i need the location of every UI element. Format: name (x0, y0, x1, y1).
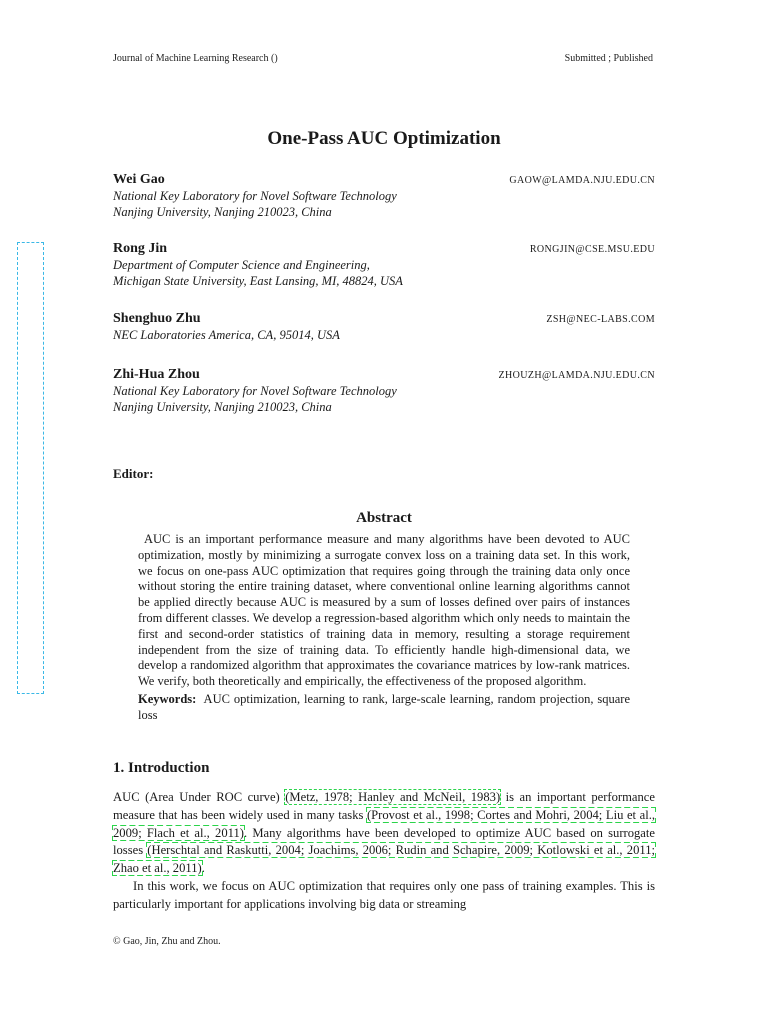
intro-text: is an important performance measure that has been widely used in many tasks (113, 790, 655, 822)
paper-title: One-Pass AUC Optimization (267, 128, 501, 149)
intro-paragraph (113, 789, 655, 878)
author-name: Shenghuo Zhu (113, 311, 201, 326)
author-affiliation: Michigan State University, East Lansing, MI, 48824, USA (113, 274, 403, 288)
introduction-body (113, 789, 655, 914)
section-heading-introduction: 1. Introduction (113, 760, 210, 776)
keywords-label: Keywords: (138, 691, 197, 706)
intro-paragraph: In this work, we focus on AUC optimization that requires only one pass of training examples. This is particularly important for applications involving big data or streaming (113, 878, 655, 911)
abstract-body (138, 532, 630, 724)
citation-link[interactable]: (Metz, 1978; Hanley and McNeil, 1983) (285, 790, 501, 804)
author-block (113, 311, 655, 343)
keywords-list: AUC optimization, learning to rank, large-scale learning, random projection, square loss (138, 691, 630, 722)
keywords (138, 692, 630, 724)
author-email: ZHOUZH@LAMDA.NJU.EDU.CN (498, 370, 655, 381)
author-affiliation: NEC Laboratories America, CA, 95014, USA (113, 328, 340, 342)
author-affiliation: Department of Computer Science and Engineering, (113, 258, 370, 272)
author-email: ZSH@NEC-LABS.COM (546, 314, 655, 325)
running-header (113, 53, 653, 64)
citation-link[interactable]: (Provost et al., 1998; Cortes and Mohri, 2004; Liu et al., 2009; Flach et al., 2011) (113, 807, 655, 840)
author-name: Rong Jin (113, 241, 168, 256)
submission-status: Submitted ; Published (564, 53, 653, 64)
margin-link-box[interactable] (17, 242, 44, 694)
author-name: Zhi-Hua Zhou (113, 367, 200, 382)
intro-text: . (201, 861, 205, 876)
abstract-heading: Abstract (356, 510, 412, 526)
author-affiliation: National Key Laboratory for Novel Software Technology (113, 384, 397, 398)
author-name: Wei Gao (113, 172, 165, 187)
intro-text: . Many algorithms have been developed to optimize AUC based on surrogate losses (113, 825, 655, 858)
journal-name: Journal of Machine Learning Research () (113, 53, 278, 64)
author-affiliation: Nanjing University, Nanjing 210023, China (113, 205, 332, 219)
author-affiliation: Nanjing University, Nanjing 210023, China (113, 400, 332, 414)
author-block (113, 367, 655, 415)
copyright-notice: © Gao, Jin, Zhu and Zhou. (113, 936, 221, 947)
author-affiliation: National Key Laboratory for Novel Software Technology (113, 189, 397, 203)
abstract-text: AUC is an important performance measure and many algorithms have been devoted to AUC optimization, mostly by minimizing a surrogate convex loss on a training data set. In this work, we focus on one-pass AUC optimization that requires going through the training data only once without storing the entire training dataset, where conventional online learning algorithms cannot be applied directly because AUC is measured by a sum of losses defined over pairs of instances from different classes. We develop a regression-based algorithm which only needs to maintain the first and second-order statistics of training data in memory, resulting a storage requirement independent from the size of training data. To efficiently handle high-dimensional data, we develop a randomized algorithm that approximates the covariance matrices by low-rank matrices. We verify, both theoretically and empirically, the effectiveness of the proposed algorithm. (138, 532, 630, 689)
author-email: RONGJIN@CSE.MSU.EDU (529, 244, 655, 255)
citation-link[interactable]: (Herschtal and Raskutti, 2004; Joachims, 2006; Rudin and Schapire, 2009; Kotlowski et al., 2011; Zhao et al., 2011) (113, 843, 655, 876)
editor-label: Editor: (113, 466, 154, 481)
author-email: GAOW@LAMDA.NJU.EDU.CN (509, 175, 655, 186)
author-block (113, 241, 655, 289)
author-block (113, 172, 655, 220)
intro-text: AUC (Area Under ROC curve) (113, 790, 286, 804)
